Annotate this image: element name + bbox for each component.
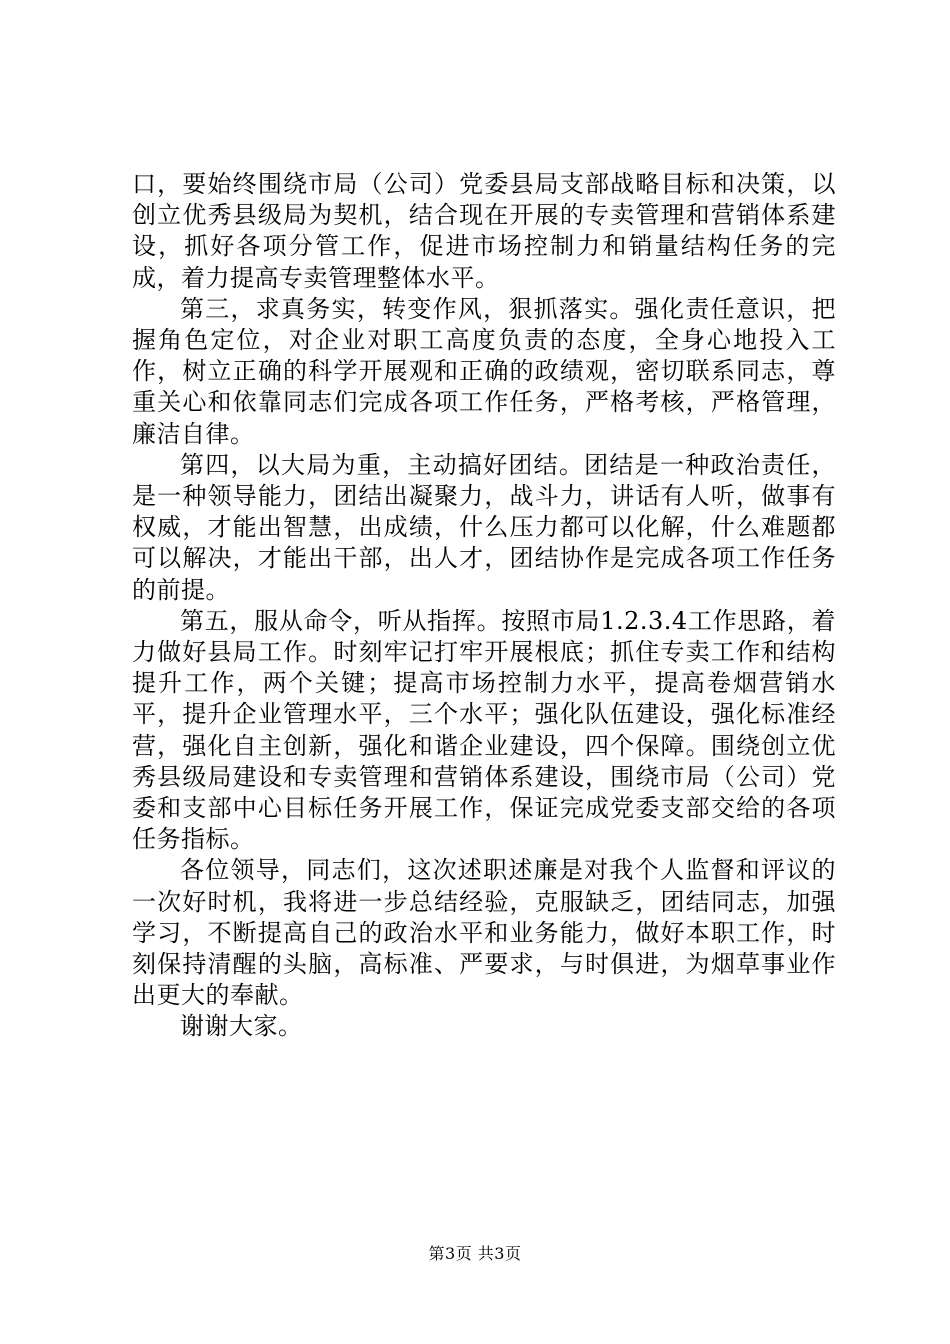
paragraph-third-point: 第三，求真务实，转变作风，狠抓落实。强化责任意识，把握角色定位，对企业对职工高度负责的态度，全身心地投入工作，树立正确的科学开展观和正确的政绩观，密切联系同志，尊重关心和依靠同志们完成各项工作任务，严格考核，严格管理，廉洁自律。 (132, 294, 836, 448)
paragraph-continuation: 口，要始终围绕市局（公司）党委县局支部战略目标和决策，以创立优秀县级局为契机，结合现在开展的专卖管理和营销体系建设，抓好各项分管工作，促进市场控制力和销量结构任务的完成，着力提高专卖管理整体水平。 (132, 170, 836, 292)
paragraph-thanks: 谢谢大家。 (180, 1012, 303, 1041)
page-footer (0, 1244, 950, 1264)
document-body (132, 169, 836, 1043)
page-number-label: 第3页 共3页 (428, 1244, 522, 1263)
paragraph-fourth-point: 第四，以大局为重，主动搞好团结。团结是一种政治责任，是一种领导能力，团结出凝聚力，战斗力，讲话有人听，做事有权威，才能出智慧，出成绩，什么压力都可以化解，什么难题都可以解决，才能出干部，出人才，团结协作是完成各项工作任务的前提。 (132, 450, 836, 604)
paragraph-closing-remarks: 各位领导，同志们，这次述职述廉是对我个人监督和评议的一次好时机，我将进一步总结经验，克服缺乏，团结同志，加强学习，不断提高自己的政治水平和业务能力，做好本职工作，时刻保持清醒的头脑，高标准、严要求，与时俱进，为烟草事业作出更大的奉献。 (132, 856, 836, 1010)
paragraph-fifth-point: 第五，服从命令，听从指挥。按照市局1.2.3.4工作思路，着力做好县局工作。时刻牢记打牢开展根底；抓住专卖工作和结构提升工作，两个关键；提高市场控制力水平，提高卷烟营销水平，提升企业管理水平，三个水平；强化队伍建设，强化标准经营，强化自主创新，强化和谐企业建设，四个保障。围绕创立优秀县级局建设和专卖管理和营销体系建设，围绕市局（公司）党委和支部中心目标任务开展工作，保证完成党委支部交给的各项任务指标。 (132, 606, 836, 854)
